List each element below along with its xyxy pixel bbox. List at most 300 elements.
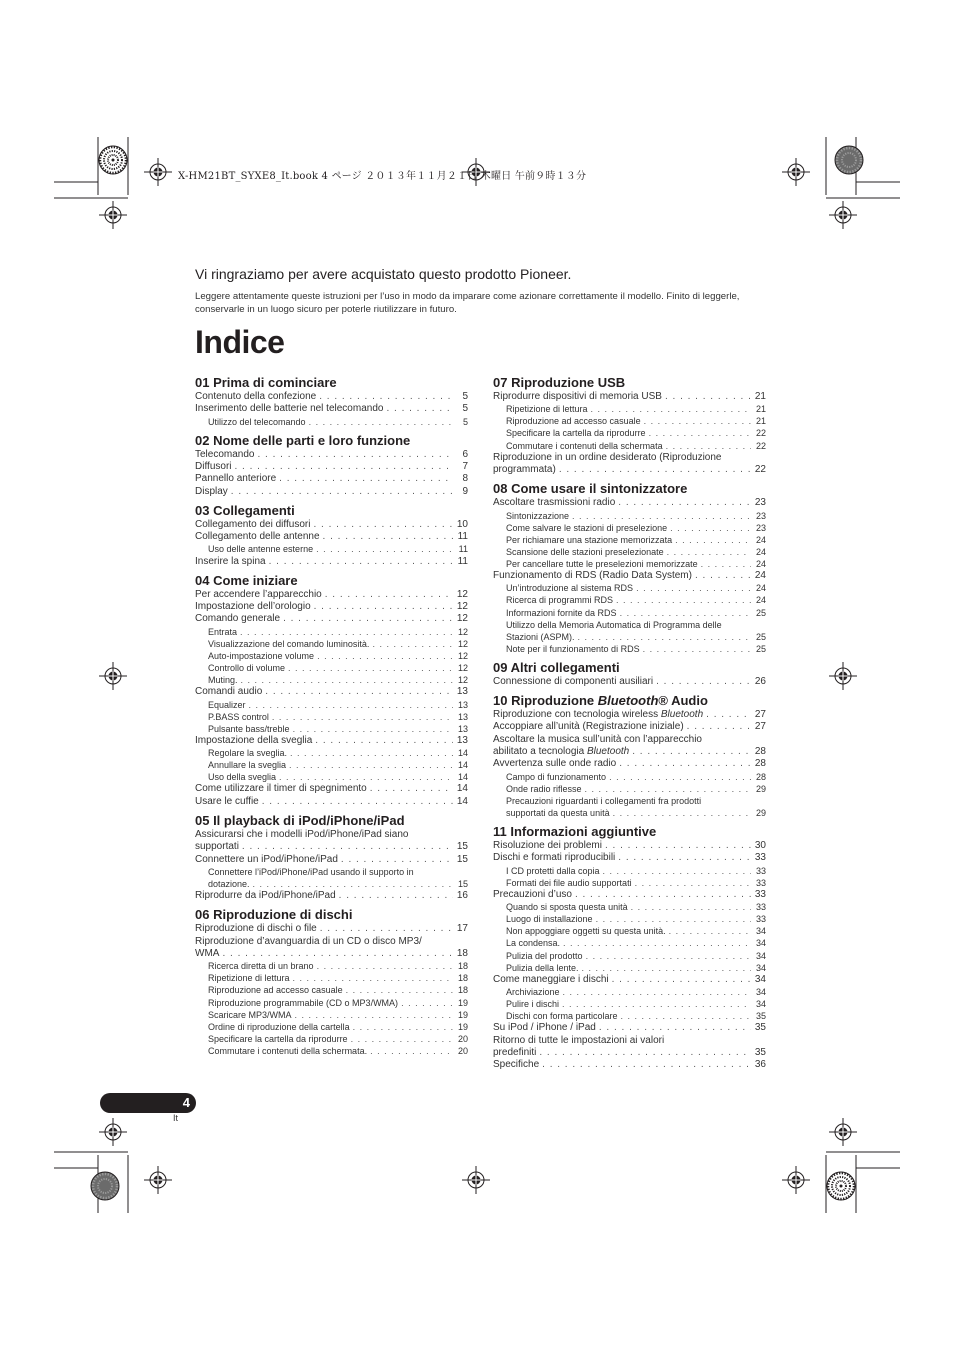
toc-entry-label: Riprodurre da iPod/iPhone/iPad	[195, 890, 336, 902]
toc-leader-dots	[632, 746, 751, 758]
toc-entry-label: Riproduzione ad accesso casuale	[208, 985, 343, 996]
toc-entry[interactable]	[195, 686, 468, 698]
toc-leader-dots	[586, 950, 751, 962]
toc-page-number: 10	[456, 518, 468, 530]
toc-leader-dots	[631, 901, 751, 913]
toc-page-number: 11	[457, 555, 468, 567]
toc-leader-dots	[279, 473, 453, 485]
toc-page-number: 33	[755, 902, 766, 913]
toc-entry-label: Collegamento dei diffusori	[195, 518, 311, 530]
toc-entry-label: Ascoltare trasmissioni radio	[493, 497, 616, 509]
toc-page-number: 6	[462, 448, 468, 460]
toc-entry-label: Utilizzo del telecomando	[208, 416, 306, 427]
toc-subentry[interactable]	[195, 1033, 468, 1045]
toc-subentry[interactable]	[493, 986, 766, 998]
toc-leader-dots	[231, 486, 453, 498]
toc-entry[interactable]	[195, 589, 468, 601]
toc-entry-line: Connettere l’iPod/iPhone/iPad usando il supporto in	[208, 866, 414, 877]
toc-page-number: 35	[754, 1046, 766, 1058]
toc-leader-dots	[665, 391, 751, 403]
toc-leader-dots	[613, 807, 751, 819]
toc-page-number: 12	[457, 638, 468, 649]
toc-entry[interactable]	[493, 1047, 766, 1059]
toc-leader-dots	[701, 558, 751, 570]
toc-subentry[interactable]	[195, 711, 468, 723]
toc-subentry[interactable]	[195, 1021, 468, 1033]
toc-leader-dots	[695, 570, 751, 582]
toc-page-number: 15	[456, 841, 468, 853]
toc-entry[interactable]	[195, 854, 468, 866]
toc-entry-label: Equalizer	[208, 699, 246, 710]
toc-entry-line: Ascoltare la musica sull’unità con l’apparecchio	[493, 733, 702, 745]
toc-subentry[interactable]	[493, 913, 766, 925]
toc-section-title: 11 Informazioni aggiuntive	[493, 824, 657, 840]
toc-entry-label: Precauzioni d’uso	[493, 888, 572, 900]
toc-entry-label: Onde radio riflesse	[506, 783, 582, 794]
toc-page-number: 33	[755, 877, 766, 888]
toc-section	[493, 482, 766, 655]
toc-leader-dots	[240, 626, 453, 638]
toc-leader-dots	[669, 925, 751, 937]
toc-entry-label: Risoluzione dei problemi	[493, 840, 602, 852]
toc-subentry[interactable]	[493, 901, 766, 913]
toc-entry-label: Pulizia del prodotto	[506, 950, 583, 961]
toc-leader-dots	[559, 464, 751, 476]
toc-subentry[interactable]	[195, 972, 468, 984]
toc-page-number: 15	[457, 878, 468, 889]
toc-entry-label: Impostazione dell’orologio	[195, 601, 311, 613]
toc-page-number: 12	[456, 613, 468, 625]
toc-entry[interactable]	[493, 464, 766, 476]
toc-section-title: 08 Come usare il sintonizzatore	[493, 481, 688, 497]
toc-subentry[interactable]	[195, 878, 468, 890]
toc-leader-dots	[341, 854, 453, 866]
toc-leader-dots	[401, 997, 453, 1009]
print-header-line: X-HM21BT_SYXE8_It.book 4 ページ ２０１３年１１月２１日 木曜日 午前９時１３分	[178, 171, 587, 182]
toc-page-number: 19	[457, 1009, 468, 1020]
toc-leader-dots	[279, 771, 453, 783]
toc-entry-label: Formati dei file audio supportati	[506, 877, 632, 888]
toc-entry-label: Riproduzione programmabile (CD o MP3/WMA)	[208, 997, 399, 1008]
toc-page-number: 36	[754, 1059, 766, 1071]
toc-leader-dots	[353, 1021, 453, 1033]
toc-entry-label: Funzionamento di RDS (Radio Data System)	[493, 570, 692, 582]
toc-entry[interactable]	[493, 889, 766, 901]
toc-leader-dots	[323, 531, 453, 543]
toc-subentry[interactable]	[195, 638, 468, 650]
toc-leader-dots	[666, 440, 751, 452]
toc-page-number: 14	[456, 795, 468, 807]
toc-entry-label: Ripetizione di lettura	[506, 404, 588, 415]
toc-page-number: 13	[456, 686, 468, 698]
toc-page-number: 8	[462, 473, 468, 485]
toc-leader-dots	[635, 877, 751, 889]
toc-leader-dots	[288, 662, 453, 674]
toc-entry[interactable]	[493, 497, 766, 509]
toc-leader-dots	[293, 972, 453, 984]
toc-page-number: 34	[755, 962, 766, 973]
toc-column-left	[195, 376, 468, 1063]
toc-leader-dots	[242, 841, 453, 853]
toc-section-title: 03 Collegamenti	[195, 502, 295, 518]
toc-page-number: 34	[754, 973, 766, 985]
toc-leader-dots	[687, 721, 751, 733]
toc-page-number: 34	[755, 986, 766, 997]
toc-subentry[interactable]	[195, 416, 468, 428]
toc-entry-label: Non appoggiare oggetti su questa unità.	[506, 926, 666, 937]
toc-entry-label: Ordine di riproduzione della cartella	[208, 1021, 350, 1032]
toc-leader-dots	[591, 403, 751, 415]
toc-page-number: 20	[457, 1033, 468, 1044]
toc-subentry[interactable]	[493, 1010, 766, 1022]
toc-entry-label: Informazioni fornite da RDS	[506, 607, 617, 618]
toc-subentry[interactable]	[195, 1009, 468, 1021]
toc-page-number: 12	[456, 588, 468, 600]
toc-page-number: 18	[457, 973, 468, 984]
toc-entry-label: Accoppiare all’unità (Registrazione iniziale)	[493, 721, 684, 733]
toc-entry-line: Ritorno di tutte le impostazioni ai valori	[493, 1034, 665, 1046]
toc-section	[493, 694, 766, 819]
toc-subentry[interactable]	[493, 877, 766, 889]
toc-subentry[interactable]	[493, 807, 766, 819]
toc-entry[interactable]	[493, 746, 766, 758]
toc-entry[interactable]	[493, 570, 766, 582]
toc-entry-label: Connettere un iPod/iPhone/iPad	[195, 853, 338, 865]
toc-entry[interactable]	[195, 531, 468, 543]
toc-subentry[interactable]	[493, 415, 766, 427]
toc-leader-dots	[257, 449, 453, 461]
toc-entry-label: Scansione delle stazioni preselezionate	[506, 546, 664, 557]
toc-entry-label: Telecomando	[195, 448, 255, 460]
toc-page-number: 12	[457, 675, 468, 686]
toc-subentry[interactable]	[195, 747, 468, 759]
toc-subentry[interactable]	[195, 771, 468, 783]
toc-leader-dots	[562, 998, 751, 1010]
toc-entry-label: Su iPod / iPhone / iPad	[493, 1022, 596, 1034]
toc-leader-dots	[618, 852, 751, 864]
toc-subentry[interactable]	[493, 594, 766, 606]
toc-section	[195, 376, 468, 428]
toc-subentry[interactable]	[195, 543, 468, 555]
toc-leader-dots	[603, 865, 751, 877]
toc-leader-dots	[346, 984, 453, 996]
toc-page-number: 18	[456, 947, 468, 959]
toc-page-number: 24	[755, 595, 766, 606]
toc-page-number: 14	[457, 748, 468, 759]
toc-leader-dots	[670, 522, 751, 534]
toc-page-number: 30	[754, 840, 766, 852]
toc-entry-label: Per richiamare una stazione memorizzata	[506, 534, 673, 545]
toc-entry[interactable]	[493, 709, 766, 721]
toc-subentry[interactable]	[195, 1045, 468, 1057]
toc-entry-label: Riproduzione con tecnologia wireless Bluetooth	[493, 709, 704, 721]
toc-entry-line: Riproduzione d’avanguardia di un CD o disco MP3/	[195, 935, 422, 947]
toc-subentry[interactable]	[493, 925, 766, 937]
toc-leader-dots	[644, 415, 751, 427]
toc-entry[interactable]	[493, 974, 766, 986]
toc-leader-dots	[370, 1045, 453, 1057]
toc-entry[interactable]	[195, 923, 468, 935]
toc-entry-label: Quando si sposta questa unità	[506, 902, 628, 913]
toc-subentry[interactable]	[493, 962, 766, 974]
toc-entry[interactable]	[493, 1022, 766, 1034]
toc-entry[interactable]	[195, 796, 468, 808]
toc-subentry[interactable]	[195, 650, 468, 662]
toc-page-number: 14	[457, 772, 468, 783]
toc-entry-label: Per accendere l’apparecchio	[195, 588, 322, 600]
toc-entry[interactable]	[195, 461, 468, 473]
toc-page-number: 34	[755, 999, 766, 1010]
toc-page-number: 35	[754, 1022, 766, 1034]
toc-subentry[interactable]	[195, 626, 468, 638]
toc-entry[interactable]	[493, 1059, 766, 1071]
toc-entry[interactable]	[493, 676, 766, 688]
toc-leader-dots	[596, 913, 751, 925]
toc-entry-label: Specifiche	[493, 1059, 540, 1071]
toc-page-number: 21	[755, 404, 766, 415]
toc-subentry[interactable]	[195, 960, 468, 972]
toc-leader-dots	[582, 962, 751, 974]
toc-entry[interactable]	[493, 840, 766, 852]
toc-subentry[interactable]	[493, 546, 766, 558]
toc-leader-dots	[249, 699, 453, 711]
toc-section	[195, 574, 468, 808]
toc-entry-label: Ricerca di programmi RDS	[506, 595, 614, 606]
toc-page-number: 29	[755, 807, 766, 818]
toc-page-number: 24	[754, 570, 766, 582]
toc-entry-label: Dischi con forma particolare	[506, 1011, 618, 1022]
toc-subentry[interactable]	[493, 998, 766, 1010]
toc-section-title: 09 Altri collegamenti	[493, 659, 620, 675]
toc-leader-dots	[649, 427, 751, 439]
toc-page-number: 11	[457, 531, 468, 543]
toc-page-number: 27	[754, 721, 766, 733]
toc-leader-dots	[253, 878, 453, 890]
toc-page-number: 34	[755, 950, 766, 961]
toc-subentry[interactable]	[493, 783, 766, 795]
toc-entry[interactable]	[493, 721, 766, 733]
toc-leader-dots	[539, 1047, 751, 1059]
toc-subentry[interactable]	[195, 984, 468, 996]
toc-page-number: 17	[456, 923, 468, 935]
toc-page-number: 15	[456, 853, 468, 865]
toc-section-title: 02 Nome delle parti e loro funzione	[195, 432, 411, 448]
toc-subentry[interactable]	[195, 699, 468, 711]
toc-leader-dots	[295, 1009, 453, 1021]
toc-page-number: 14	[457, 760, 468, 771]
toc-entry[interactable]	[195, 613, 468, 625]
toc-leader-dots	[585, 783, 751, 795]
toc-entry-label: Entrata	[208, 626, 238, 637]
toc-leader-dots	[386, 403, 453, 415]
toc-entry-label: Display	[195, 485, 228, 497]
toc-leader-dots	[563, 986, 751, 998]
toc-entry-label: Come utilizzare il timer di spegnimento	[195, 783, 367, 795]
toc-entry[interactable]	[195, 519, 468, 531]
toc-entry-label: La condensa.	[506, 938, 561, 949]
toc-page-number: 18	[457, 985, 468, 996]
toc-leader-dots	[599, 1022, 751, 1034]
toc-entry-label: Pannello anteriore	[195, 473, 277, 485]
toc-page-number: 25	[755, 631, 766, 642]
toc-entry-label: Auto-impostazione volume	[208, 650, 315, 661]
toc-subentry[interactable]	[493, 403, 766, 415]
toc-leader-dots	[706, 709, 751, 721]
toc-subentry[interactable]	[493, 865, 766, 877]
toc-page-number: 25	[755, 643, 766, 654]
toc-leader-dots	[290, 747, 453, 759]
toc-subentry[interactable]	[493, 631, 766, 643]
toc-page-number: 11	[458, 544, 468, 555]
toc-subentry[interactable]	[493, 534, 766, 546]
toc-page-number: 33	[755, 914, 766, 925]
toc-entry-label: Luogo di installazione	[506, 914, 593, 925]
toc-leader-dots	[620, 607, 751, 619]
toc-leader-dots	[621, 1010, 751, 1022]
toc-entry-label: Uso della sveglia	[208, 772, 277, 783]
toc-leader-dots	[314, 601, 453, 613]
toc-entry-label: Avvertenza sulle onde radio	[493, 758, 617, 770]
toc-page-number: 21	[754, 391, 766, 402]
toc-subentry[interactable]	[195, 674, 468, 686]
toc-entry-label: Specificare la cartella da riprodurre	[506, 428, 646, 439]
toc-subentry[interactable]	[493, 643, 766, 655]
toc-subentry[interactable]	[195, 759, 468, 771]
toc-entry-label: Archiviazione	[506, 986, 560, 997]
toc-entry-label: Inserire la spina	[195, 555, 266, 567]
toc-leader-dots	[609, 771, 751, 783]
toc-entry[interactable]	[195, 449, 468, 461]
toc-page-number: 16	[456, 890, 468, 902]
toc-page-number: 27	[754, 709, 766, 721]
toc-page-number: 24	[755, 583, 766, 594]
toc-entry-label: Come salvare le stazioni di preselezione	[506, 522, 668, 533]
toc-page-number: 35	[755, 1011, 766, 1022]
toc-entry-label: Impostazione della sveglia	[195, 734, 313, 746]
toc-entry-label: Diffusori	[195, 460, 232, 472]
toc-subentry[interactable]	[195, 723, 468, 735]
toc-page-number: 34	[755, 926, 766, 937]
toc-page-number: 19	[457, 1021, 468, 1032]
toc-section	[493, 376, 766, 476]
toc-entry[interactable]	[195, 890, 468, 902]
toc-entry[interactable]	[195, 735, 468, 747]
toc-leader-dots	[542, 1059, 751, 1071]
toc-subentry[interactable]	[493, 558, 766, 570]
toc-entry-label: Campo di funzionamento	[506, 771, 607, 782]
toc-subentry[interactable]	[493, 771, 766, 783]
toc-page-number: 24	[755, 534, 766, 545]
toc-section-title: 06 Riproduzione di dischi	[195, 907, 353, 923]
toc-subentry[interactable]	[493, 510, 766, 522]
toc-entry[interactable]	[195, 391, 468, 403]
toc-subentry[interactable]	[493, 950, 766, 962]
toc-page-number: 5	[462, 391, 468, 402]
toc-page-number: 18	[457, 961, 468, 972]
toc-subentry[interactable]	[493, 582, 766, 594]
toc-entry-label: supportati da questa unità	[506, 807, 610, 818]
toc-leader-dots	[235, 461, 454, 473]
toc-page-number: 26	[754, 675, 766, 687]
toc-section	[195, 434, 468, 498]
toc-page-number: 22	[755, 428, 766, 439]
toc-subentry[interactable]	[493, 427, 766, 439]
toc-leader-dots	[656, 676, 751, 688]
toc-entry[interactable]	[195, 601, 468, 613]
toc-entry[interactable]	[195, 473, 468, 485]
toc-page-number: 19	[457, 997, 468, 1008]
toc-entry[interactable]	[195, 486, 468, 498]
toc-section-title: 01 Prima di cominciare	[195, 375, 337, 390]
toc-entry-label: Specificare la cartella da riprodurre	[208, 1033, 348, 1044]
toc-entry[interactable]	[493, 852, 766, 864]
toc-page-number: 28	[755, 771, 766, 782]
toc-entry[interactable]	[195, 948, 468, 960]
toc-entry-label: P.BASS control	[208, 711, 269, 722]
toc-subentry[interactable]	[195, 662, 468, 674]
toc-page-number: 12	[457, 626, 468, 637]
toc-leader-dots	[643, 643, 751, 655]
toc-entry[interactable]	[493, 391, 766, 403]
toc-page-number: 29	[755, 783, 766, 794]
toc-entry-label: Pulizia della lente.	[506, 962, 579, 973]
toc-leader-dots	[667, 546, 751, 558]
toc-entry[interactable]	[493, 758, 766, 770]
toc-subentry[interactable]	[493, 440, 766, 452]
toc-section-title: 10 Riproduzione Bluetooth® Audio	[493, 693, 708, 709]
toc-entry[interactable]	[195, 556, 468, 568]
toc-entry-label: Comandi audio	[195, 686, 263, 698]
toc-section	[195, 814, 468, 902]
toc-subentry[interactable]	[493, 522, 766, 534]
intro-title: Vi ringraziamo per avere acquistato questo prodotto Pioneer.	[195, 266, 572, 282]
toc-page-number: 24	[755, 546, 766, 557]
toc-entry[interactable]	[195, 841, 468, 853]
toc-page-number: 14	[456, 783, 468, 795]
toc-leader-dots	[269, 556, 453, 568]
toc-entry-label: Riproduzione ad accesso casuale	[506, 416, 641, 427]
toc-leader-dots	[319, 391, 453, 403]
toc-page-number: 13	[457, 711, 468, 722]
toc-subentry[interactable]	[195, 997, 468, 1009]
toc-entry-label: Stazioni (ASPM).	[506, 631, 575, 642]
toc-entry-label: Riprodurre dispositivi di memoria USB	[493, 391, 662, 402]
toc-subentry[interactable]	[493, 937, 766, 949]
toc-page-number: 22	[755, 440, 766, 451]
toc-entry-label: Sintonizzazione	[506, 510, 570, 521]
toc-entry-label: programmata)	[493, 463, 556, 475]
toc-page-number: 12	[457, 663, 468, 674]
toc-leader-dots	[636, 582, 751, 594]
toc-leader-dots	[619, 758, 751, 770]
toc-leader-dots	[316, 543, 453, 555]
toc-entry[interactable]	[195, 403, 468, 415]
toc-page-number: 34	[755, 938, 766, 949]
toc-entry-label: Comando generale	[195, 613, 281, 625]
toc-page-number: 33	[754, 888, 766, 900]
toc-entry-label: Controllo di volume	[208, 663, 286, 674]
toc-subentry[interactable]	[493, 607, 766, 619]
toc-page-number: 21	[755, 416, 766, 427]
toc-page-number: 23	[755, 510, 766, 521]
toc-entry-label: Pulire i dischi	[506, 999, 560, 1010]
toc-entry-label: Pulsante bass/treble	[208, 723, 290, 734]
toc-page-number: 25	[755, 607, 766, 618]
toc-page-number: 20	[457, 1045, 468, 1056]
toc-leader-dots	[575, 889, 751, 901]
toc-leader-dots	[317, 650, 453, 662]
toc-entry[interactable]	[195, 783, 468, 795]
